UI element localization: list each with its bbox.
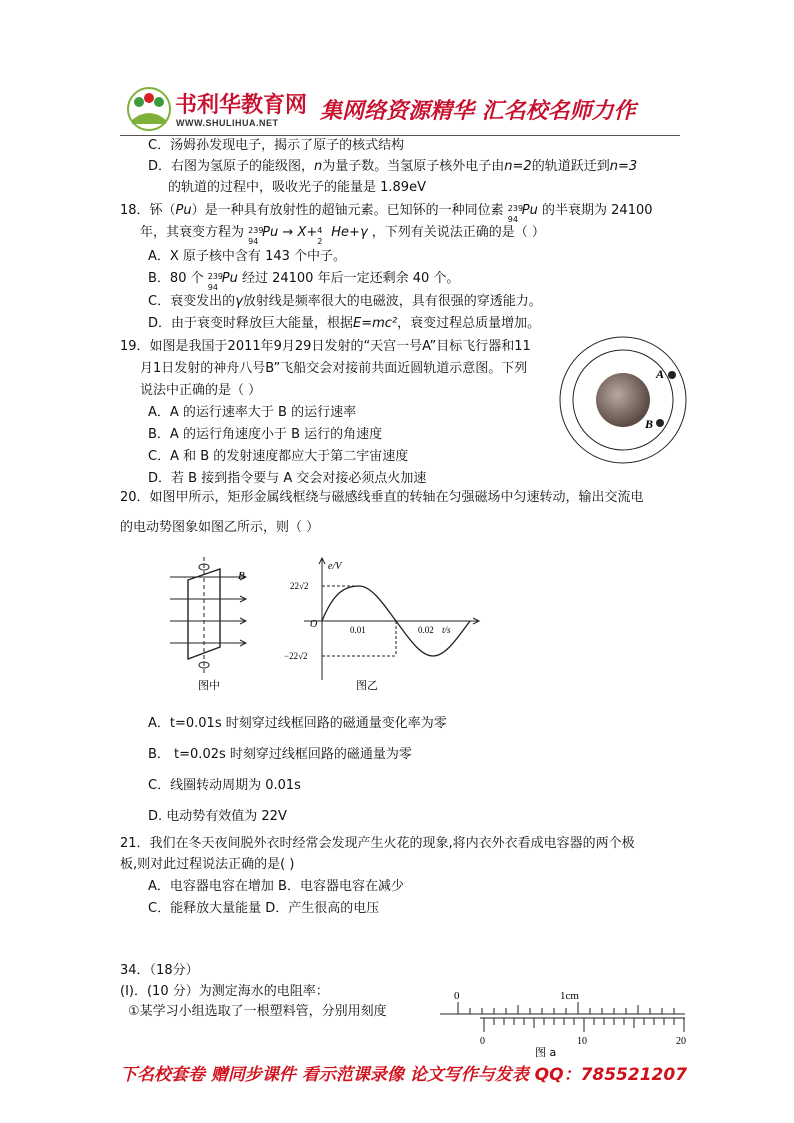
q18-b-nuclide [207, 270, 224, 292]
q18-c-gamma: γ [235, 294, 243, 309]
q18-eq-pu-nuclide [248, 224, 264, 246]
fig1-caption: 图中 [198, 679, 220, 692]
q17-d-text3: 的轨道跃迁到 [531, 159, 610, 174]
q18-option-c [148, 293, 542, 311]
header [120, 84, 680, 140]
q18-he-charge: 2 [317, 237, 323, 246]
vernier-ruler [440, 988, 690, 1060]
fig2-x1: 0.01 [350, 625, 366, 635]
q21-options-ab: A．电容器电容在增加 B．电容器电容在减少 [148, 879, 404, 894]
q18-stem-line2: 年，其衰变方程为 239 94 Pu → X+ 4 2 He+γ ，下列有关说法正确的是（ ） [140, 224, 545, 242]
ruler-top-1cm: 1cm [560, 990, 579, 1002]
q18-eq-pu: Pu [262, 225, 279, 240]
q18-eq-charge: 94 [248, 237, 259, 246]
q18-c-t1: C．衰变发出的 [148, 294, 236, 309]
q18-t2: ）是一种具有放射性的超铀元素。已知钚的一种同位素 [191, 203, 504, 218]
q18-t5: ，下列有关说法正确的是（ ） [371, 225, 545, 240]
ruler-caption: 图 a [535, 1046, 557, 1059]
emf-graph [284, 555, 484, 695]
ruler-diagram [440, 988, 690, 1060]
header-divider [120, 135, 680, 136]
q18-d-e: E=mc² [353, 316, 398, 331]
ruler-bottom-20: 20 [676, 1036, 686, 1047]
q18-charge: 94 [507, 215, 518, 224]
q18-option-d [148, 315, 540, 333]
q18-stem-line1 [120, 202, 653, 224]
q18-pu: Pu [175, 203, 192, 218]
q20-option-a: A．t=0.01s 时刻穿过线框回路的磁通量变化率为零 [148, 716, 447, 731]
q18-d-t1: D．由于衰变时释放巨大能量，根据 [148, 316, 354, 331]
q18-b-charge: 94 [207, 283, 218, 292]
ruler-top-0: 0 [454, 990, 460, 1002]
q17-option-c: C．汤姆孙发现电子，揭示了原子的核式结构 [148, 138, 405, 153]
coil-diagram [170, 555, 285, 695]
q18-mass: 239 [507, 204, 524, 213]
q18-eq-mass: 239 [248, 226, 264, 235]
q17-option-d-line2: 的轨道的过程中，吸收光子的能量是 1.89eV [168, 180, 426, 195]
q19-stem-line3: 说法中正确的是（ ） [140, 383, 262, 398]
q17-d-text1: D．右图为氢原子的能级图， [148, 159, 315, 174]
q19-option-b: B．A 的运行角速度小于 B 运行的角速度 [148, 427, 383, 442]
earth [596, 373, 650, 427]
ruler-bottom-0: 0 [480, 1036, 485, 1047]
fig2-caption: 图乙 [356, 679, 378, 692]
fig2-ymax: 22√2 [290, 581, 309, 591]
satellite-b [656, 419, 664, 427]
q18-eq-arrow: → [282, 225, 294, 240]
q19-stem-line1: 19．如图是我国于2011年9月29日发射的“天宫一号A”目标飞行器和11 [120, 339, 531, 354]
figure-emf-graph [284, 555, 484, 695]
q18-he-mass: 4 [317, 226, 323, 235]
q20-option-d: D. 电动势有效值为 22V [148, 809, 287, 824]
q18-d-t2: ，衰变过程总质量增加。 [397, 316, 541, 331]
q20-option-c: C．线圈转动周期为 0.01s [148, 778, 301, 793]
logo-url: WWW.SHULIHUA.NET [176, 118, 279, 128]
q18-b-mass: 239 [207, 272, 224, 281]
q17-option-d-line1 [148, 158, 637, 176]
q19-option-d: D．若 B 接到指令要与 A 交会对接必须点火加速 [148, 471, 427, 486]
q18-eq-he-nuclide [317, 224, 331, 246]
q34-heading: 34．（18分） [120, 963, 199, 978]
q20-stem-line2: 的电动势图象如图乙所示，则（ ） [120, 520, 320, 535]
q18-t3: 的半衰期为 24100 [542, 203, 653, 218]
label-b: B [645, 417, 654, 431]
q20-option-b: B． t=0.02s 时刻穿过线框回路的磁通量为零 [148, 747, 412, 762]
fig2-x2: 0.02 [418, 625, 434, 635]
logo-text: 书利华教育网 [175, 93, 308, 118]
q19-option-c: C．A 和 B 的发射速度都应大于第二宇宙速度 [148, 449, 409, 464]
q18-eq-gamma: γ [359, 225, 368, 240]
q19-option-a: A．A 的运行速率大于 B 的运行速率 [148, 405, 357, 420]
q18-pu-nuclide [507, 202, 524, 224]
q34-part1: (Ⅰ)．(10 分）为测定海水的电阻率： [120, 984, 329, 999]
q18-b-t1: B．80 个 [148, 271, 204, 286]
fig2-ylabel: e/V [328, 561, 342, 572]
q17-d-text2: 为量子数。当氢原子核外电子由 [322, 159, 505, 174]
q18-option-a: A．X 原子核中含有 143 个中子。 [148, 249, 347, 264]
orbit-figure [553, 325, 693, 475]
q18-b-t2: 经过 24100 年后一定还剩余 40 个。 [241, 271, 460, 286]
q18-t1: 18．钚（ [120, 203, 176, 218]
q19-stem-line2: 月1日发射的神舟八号B”飞船交会对接前共面近圆轨道示意图。下列 [140, 361, 528, 376]
fig2-origin: O [310, 619, 318, 630]
q18-eq-x: X [297, 225, 307, 240]
q20-stem-line1: 20．如图甲所示，矩形金属线框绕与磁感线垂直的转轴在匀强磁场中匀速转动，输出交流电 [120, 490, 644, 505]
q21-stem-line1: 21．我们在冬天夜间脱外衣时经常会发现产生火花的现象,将内衣外衣看成电容器的两个极 [120, 836, 635, 851]
logo-icon [126, 86, 172, 132]
q18-eq-he: He [331, 225, 350, 240]
q18-b-pu: Pu [221, 271, 238, 286]
q17-d-n3: n=3 [609, 159, 638, 174]
header-slogan: 集网络资源精华 汇名校名师力作 [320, 99, 636, 124]
fig2-ymin: −22√2 [284, 651, 308, 661]
footer-banner: 下名校套卷 赠同步课件 看示范课录像 论文写作与发表 QQ：785521207 [120, 1065, 688, 1085]
q21-options-cd: C．能释放大量能量 D．产生很高的电压 [148, 901, 380, 916]
ruler-bottom-10: 10 [577, 1036, 587, 1047]
figure-rotating-coil [170, 555, 285, 695]
q17-d-n2: n=2 [504, 159, 532, 174]
q18-pu2: Pu [521, 203, 538, 218]
label-a: A [656, 367, 665, 381]
q18-option-b [148, 270, 460, 292]
q21-stem-line2: 板,则对此过程说法正确的是( ) [120, 857, 295, 872]
q17-d-n: n [314, 159, 323, 174]
q18-c-t2: 放射线是频率很大的电磁波，具有很强的穿透能力。 [242, 294, 542, 309]
q18-t4: 年，其衰变方程为 [140, 225, 245, 240]
q34-part1-text: ①某学习小组选取了一根塑料管，分别用刻度 [128, 1004, 387, 1019]
fig2-xunit: t/s [442, 625, 451, 635]
fig1-b-label: B [238, 570, 245, 582]
satellite-a [668, 371, 676, 379]
orbit-diagram [553, 325, 693, 475]
